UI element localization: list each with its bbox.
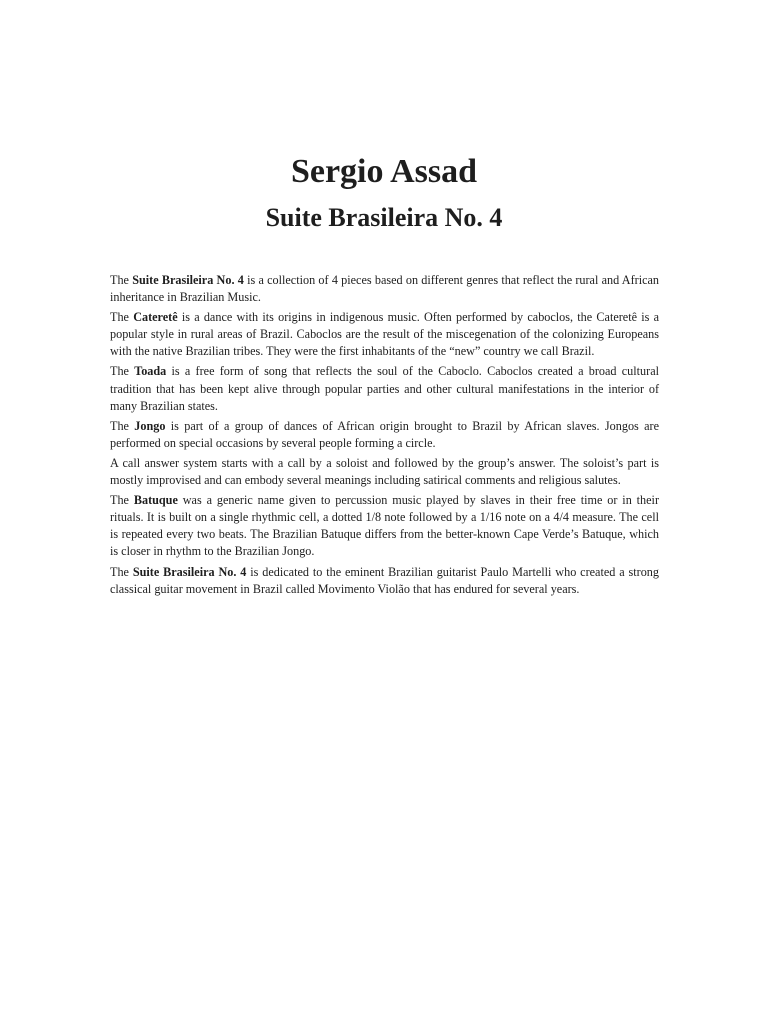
paragraph-caterete: [110, 309, 659, 360]
paragraph-bold-term: Suite Brasileira No. 4: [132, 273, 244, 287]
paragraph-dedication: [110, 564, 659, 598]
body-text: [110, 272, 659, 601]
paragraph-bold-term: Suite Brasileira No. 4: [132, 564, 247, 579]
paragraph-call-answer: [110, 455, 659, 489]
paragraph-text: The: [110, 564, 133, 579]
paragraph-jongo: [110, 418, 659, 452]
paragraph-text: The: [110, 418, 135, 433]
paragraph-bold-term: Batuque: [133, 493, 178, 508]
paragraph-batuque: [110, 492, 659, 560]
paragraph-intro: [110, 272, 659, 306]
paragraph-text: is a free form of song that reflects the soul of the Caboclo. Caboclos created a broad cultural tradition that has been kept alive through popular parties and other cultural manifestations in the interior of many Brazilian states.: [110, 364, 659, 413]
paragraph-text: is a dance with its origins in indigenous music. Often performed by caboclos, the Cateretê is a popular style in rural areas of Brazil. Caboclos are the result of the miscegenation of the colonizing Europeans with the native Brazilian tribes. They were the first inhabitants of the “new” country we call Brazil.: [110, 310, 659, 359]
paragraph-bold-term: Jongo: [134, 418, 166, 433]
paragraph-text: is a collection of 4 pieces based on different genres that reflect the rural and African inheritance in Brazilian Music.: [110, 273, 659, 305]
paragraph-text: was a generic name given to percussion music played by slaves in their free time or in their rituals. It is built on a single rhythmic cell, a dotted 1/8 note followed by a 1/16 note on a 4/4 measure. The cell is repeated every two beats. The Brazilian Batuque differs from the better-known Cape Verde’s Batuque, which is closer in rhythm to the Brazilian Jongo.: [110, 493, 660, 559]
page-title: Sergio Assad: [290, 153, 478, 190]
paragraph-text: The: [110, 493, 134, 508]
paragraph-text: is dedicated to the eminent Brazilian guitarist Paulo Martelli who created a strong classical guitar movement in Brazil called Movimento Violão that has endured for several years.: [110, 564, 659, 596]
paragraph-text: The: [110, 273, 133, 287]
paragraph-bold-term: Toada: [134, 364, 167, 379]
paragraph-text: is part of a group of dances of African origin brought to Brazil by African slaves. Jongos are performed on special occasions by several people forming a circle.: [110, 418, 659, 450]
page-subtitle: Suite Brasileira No. 4: [265, 203, 503, 232]
paragraph-text: A call answer system starts with a call by a soloist and followed by the group’s answer. The soloist’s part is mostly improvised and can embody several meanings including satirical comments and religious salutes.: [110, 455, 659, 488]
paragraph-toada: [110, 363, 659, 414]
paragraph-bold-term: Cateretê: [133, 310, 178, 325]
paragraph-text: The: [110, 310, 134, 325]
paragraph-text: The: [110, 364, 135, 379]
